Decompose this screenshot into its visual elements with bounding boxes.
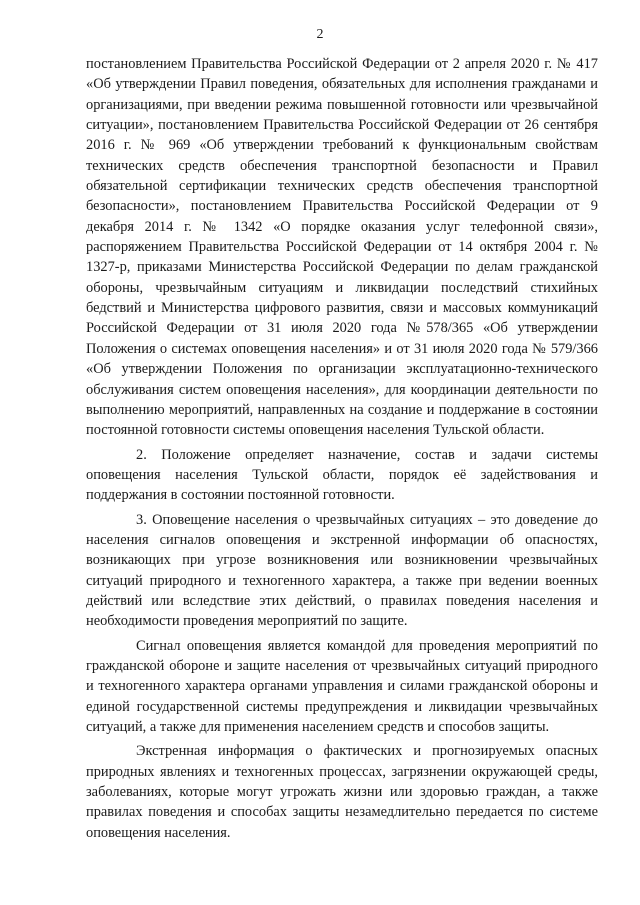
paragraph-3: 3. Оповещение населения о чрезвычайных ситуациях – это доведение до населения сигналов оповещения и экстренной информации об опасностях, возникающих при угрозе возникновения или возникновении чрезвычайных ситуаций природного и техногенного характера, а также при ведении военных действий или вследствие этих действий, о правилах поведения населения и необходимости проведения мероприятий по защите. — [86, 511, 598, 630]
paragraph-2: 2. Положение определяет назначение, состав и задачи системы оповещения населения Тульской области, порядок её задействования и поддержания в состоянии постоянной готовности. — [86, 446, 598, 504]
page-number: 2 — [316, 27, 324, 42]
document-body — [86, 54, 598, 843]
paragraph-legal-basis: постановлением Правительства Российской Федерации от 2 апреля 2020 г. № 417 «Об утверждении Правил поведения, обязательных для исполнения гражданами и организациями, при введении режима повышенной готовности или чрезвычайной ситуации», постановлением Правительства Российской Федерации от 26 сентября 2016 г. № 969 «Об утверждении требований к функциональным свойствам технических средств обеспечения транспортной безопасности и Правил обязательной сертификации технических средств обеспечения транспортной безопасности», постановлением Правительства Российской Федерации от 9 декабря 2014 г. № 1342 «О порядке оказания услуг телефонной связи», распоряжением Правительства Российской Федерации от 14 октября 2004 г. № 1327-р, приказами Министерства Российской Федерации по делам гражданской обороны, чрезвычайным ситуациям и ликвидации последствий стихийных бедствий и Министерства цифрового развития, связи и массовых коммуникаций Российской Федерации от 31 июля 2020 года №578/365 «Об утверждении Положения о системах оповещения населения» и от 31 июля 2020 года № 579/366 «Об утверждении Положения по организации эксплуатационно-технического обслуживания систем оповещения населения», для координации деятельности по выполнению мероприятий, направленных на создание и поддержание в состоянии постоянной готовности системы оповещения населения Тульской области. — [86, 56, 598, 439]
paragraph-emergency-info: Экстренная информация о фактических и прогнозируемых опасных природных явлениях и техногенных процессах, загрязнении окружающей среды, заболеваниях, которые могут угрожать жизни или здоровью граждан, а также правилах поведения и способах защиты незамедлительно передается по системе оповещения населения. — [86, 743, 598, 841]
paragraph-signal: Сигнал оповещения является командой для проведения мероприятий по гражданской обороне и защите населения от чрезвычайных ситуаций природного и техногенного характера органами управления и силами гражданской обороны и единой государственной системы предупреждения и ликвидации чрезвычайных ситуаций, а также для применения населением средств и способов защиты. — [86, 637, 598, 735]
